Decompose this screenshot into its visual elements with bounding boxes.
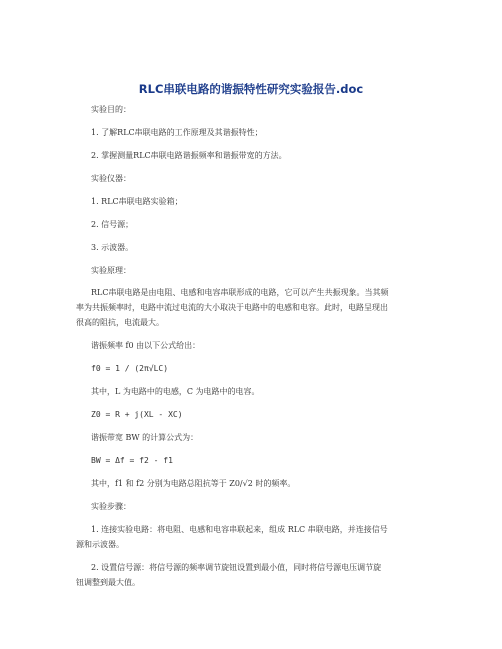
bw-formula: BW = Δf = f2 - f1: [91, 456, 173, 465]
principle-line-1: RLC串联电路是由电阻、电感和电容串联形成的电路，它可以产生共振现象。当其频: [91, 288, 389, 297]
steps-heading: 实验步骤：: [91, 502, 131, 511]
principle-line-3: 很高的阻抗，电流最大。: [76, 318, 164, 327]
freq-intro: 谐振频率 f0 由以下公式给出：: [91, 341, 201, 350]
instrument-item-2: 2. 信号源；: [91, 220, 134, 229]
principle-line-2: 率为共振频率时，电路中流过电流的大小取决于电路中的电感和电容。此时，电路呈现出: [76, 303, 388, 312]
step-2-line-1: 2. 设置信号源：将信号源的频率调节旋钮设置到最小值，同时将信号源电压调节旋: [91, 563, 382, 572]
impedance-formula: Z0 = R + j(XL - XC): [91, 410, 183, 419]
step-1-line-1: 1. 连接实验电路：将电阻、电感和电容串联起来，组成 RLC 串联电路，并连接信号: [91, 525, 388, 534]
instrument-item-1: 1. RLC串联电路实验箱；: [91, 197, 183, 206]
bw-note: 其中，f1 和 f2 分别为电路总阻抗等于 Z0/√2 时的频率。: [91, 479, 296, 488]
instrument-item-3: 3. 示波器。: [91, 243, 134, 252]
instruments-heading: 实验仪器：: [91, 174, 131, 183]
purpose-item-1: 1. 了解RLC串联电路的工作原理及其谐振特性；: [91, 128, 263, 137]
purpose-item-2: 2. 掌握测量RLC串联电路谐振频率和谐振带宽的方法。: [91, 151, 287, 160]
freq-note: 其中，L 为电路中的电感，C 为电路中的电容。: [91, 387, 260, 396]
step-2-line-2: 钮调整到最大值。: [76, 578, 140, 587]
bw-intro: 谐振带宽 BW 的计算公式为：: [91, 433, 199, 442]
freq-formula: f0 = 1 / (2π√LC): [91, 364, 169, 373]
document-title: RLC串联电路的谐振特性研究实验报告.doc: [138, 82, 364, 96]
purpose-heading: 实验目的：: [91, 105, 131, 114]
step-1-line-2: 源和示波器。: [76, 540, 124, 549]
principle-heading: 实验原理：: [91, 266, 131, 275]
